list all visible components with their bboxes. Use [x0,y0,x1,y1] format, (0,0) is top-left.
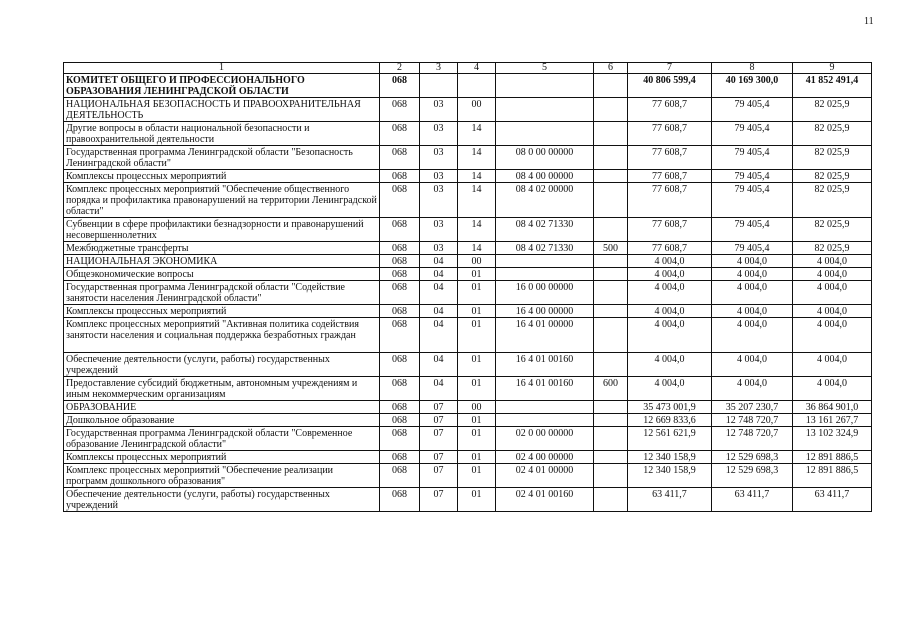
cell-target-article: 08 4 02 71330 [496,242,594,255]
table-row [64,242,872,255]
cell-subsection: 14 [458,146,496,170]
cell-expense-type [594,305,628,318]
cell-expense-type [594,74,628,98]
cell-target-article: 08 4 00 00000 [496,170,594,183]
cell-chapter: 068 [380,268,420,281]
cell-amount-year-1: 4 004,0 [628,318,712,353]
cell-amount-year-2: 4 004,0 [712,268,793,281]
cell-amount-year-2: 79 405,4 [712,183,793,218]
cell-chapter: 068 [380,414,420,427]
cell-amount-year-2: 4 004,0 [712,255,793,268]
cell-amount-year-2: 79 405,4 [712,170,793,183]
cell-target-article: 16 4 01 00160 [496,377,594,401]
cell-amount-year-3: 82 025,9 [793,218,872,242]
cell-amount-year-3: 82 025,9 [793,98,872,122]
cell-target-article: 02 4 01 00000 [496,464,594,488]
cell-amount-year-2: 35 207 230,7 [712,401,793,414]
cell-target-article [496,122,594,146]
cell-section: 07 [420,451,458,464]
cell-target-article [496,268,594,281]
cell-section: 03 [420,122,458,146]
cell-chapter: 068 [380,305,420,318]
row-name: Комплекс процессных мероприятий "Обеспечение реализации программ дошкольного образования" [64,464,380,488]
cell-subsection: 01 [458,318,496,353]
cell-amount-year-3: 4 004,0 [793,281,872,305]
cell-chapter: 068 [380,401,420,414]
cell-amount-year-2: 12 529 698,3 [712,451,793,464]
cell-chapter: 068 [380,146,420,170]
row-name: Межбюджетные трансферты [64,242,380,255]
table-row [64,427,872,451]
cell-amount-year-3: 12 891 886,5 [793,451,872,464]
cell-amount-year-2: 79 405,4 [712,146,793,170]
cell-target-article: 02 4 00 00000 [496,451,594,464]
cell-subsection: 14 [458,242,496,255]
cell-amount-year-2: 12 748 720,7 [712,414,793,427]
cell-chapter: 068 [380,464,420,488]
cell-target-article [496,255,594,268]
table-row [64,401,872,414]
row-name: Обеспечение деятельности (услуги, работы) государственных учреждений [64,353,380,377]
cell-amount-year-2: 79 405,4 [712,98,793,122]
row-name: НАЦИОНАЛЬНАЯ БЕЗОПАСНОСТЬ И ПРАВООХРАНИТЕЛЬНАЯ ДЕЯТЕЛЬНОСТЬ [64,98,380,122]
cell-expense-type [594,218,628,242]
table-row [64,451,872,464]
cell-target-article [496,401,594,414]
cell-expense-type: 500 [594,242,628,255]
cell-amount-year-2: 4 004,0 [712,305,793,318]
cell-amount-year-3: 13 102 324,9 [793,427,872,451]
cell-amount-year-2: 79 405,4 [712,242,793,255]
table-row [64,146,872,170]
table-row [64,464,872,488]
cell-amount-year-3: 4 004,0 [793,305,872,318]
cell-amount-year-1: 4 004,0 [628,377,712,401]
cell-expense-type: 600 [594,377,628,401]
cell-section: 03 [420,242,458,255]
cell-expense-type [594,427,628,451]
cell-amount-year-3: 41 852 491,4 [793,74,872,98]
row-name: Дошкольное образование [64,414,380,427]
cell-subsection: 01 [458,353,496,377]
cell-chapter: 068 [380,183,420,218]
cell-subsection: 01 [458,488,496,512]
table-row [64,74,872,98]
cell-subsection: 01 [458,281,496,305]
table-row [64,183,872,218]
cell-amount-year-3: 12 891 886,5 [793,464,872,488]
cell-amount-year-3: 4 004,0 [793,377,872,401]
row-name: ОБРАЗОВАНИЕ [64,401,380,414]
cell-expense-type [594,414,628,427]
cell-amount-year-1: 12 340 158,9 [628,464,712,488]
cell-expense-type [594,488,628,512]
cell-chapter: 068 [380,427,420,451]
cell-chapter: 068 [380,377,420,401]
cell-amount-year-3: 4 004,0 [793,353,872,377]
cell-chapter: 068 [380,170,420,183]
table-row [64,353,872,377]
cell-target-article [496,414,594,427]
cell-section: 07 [420,488,458,512]
cell-amount-year-3: 4 004,0 [793,255,872,268]
cell-subsection: 01 [458,377,496,401]
cell-amount-year-2: 4 004,0 [712,353,793,377]
header-cell: 3 [420,63,458,74]
cell-amount-year-1: 4 004,0 [628,353,712,377]
cell-amount-year-2: 79 405,4 [712,122,793,146]
cell-amount-year-1: 63 411,7 [628,488,712,512]
table-row [64,377,872,401]
cell-subsection: 14 [458,122,496,146]
row-name: Комплексы процессных мероприятий [64,170,380,183]
cell-amount-year-3: 4 004,0 [793,318,872,353]
cell-amount-year-2: 4 004,0 [712,281,793,305]
cell-section: 03 [420,146,458,170]
cell-amount-year-1: 77 608,7 [628,98,712,122]
cell-subsection: 14 [458,170,496,183]
cell-amount-year-1: 12 340 158,9 [628,451,712,464]
row-name: Общеэкономические вопросы [64,268,380,281]
table-row [64,305,872,318]
cell-section: 04 [420,318,458,353]
header-cell: 7 [628,63,712,74]
row-name: Комплексы процессных мероприятий [64,451,380,464]
cell-amount-year-1: 12 669 833,6 [628,414,712,427]
cell-amount-year-3: 82 025,9 [793,170,872,183]
cell-amount-year-1: 77 608,7 [628,183,712,218]
row-name: КОМИТЕТ ОБЩЕГО И ПРОФЕССИОНАЛЬНОГО ОБРАЗОВАНИЯ ЛЕНИНГРАДСКОЙ ОБЛАСТИ [64,74,380,98]
cell-amount-year-2: 12 748 720,7 [712,427,793,451]
budget-table [63,62,872,512]
cell-amount-year-3: 82 025,9 [793,242,872,255]
cell-section: 04 [420,255,458,268]
row-name: Другие вопросы в области национальной безопасности и правоохранительной деятельности [64,122,380,146]
cell-amount-year-1: 4 004,0 [628,281,712,305]
cell-subsection: 01 [458,414,496,427]
table-header-row [64,63,872,74]
header-cell: 4 [458,63,496,74]
cell-subsection: 01 [458,451,496,464]
cell-expense-type [594,255,628,268]
cell-chapter: 068 [380,74,420,98]
cell-target-article: 08 4 02 71330 [496,218,594,242]
cell-section: 03 [420,183,458,218]
cell-subsection: 00 [458,401,496,414]
cell-subsection: 01 [458,305,496,318]
cell-subsection: 01 [458,427,496,451]
header-cell: 9 [793,63,872,74]
cell-section [420,74,458,98]
cell-expense-type [594,281,628,305]
cell-amount-year-3: 82 025,9 [793,183,872,218]
cell-section: 04 [420,281,458,305]
cell-chapter: 068 [380,318,420,353]
cell-amount-year-2: 4 004,0 [712,377,793,401]
cell-expense-type [594,268,628,281]
table-row [64,488,872,512]
table-row [64,255,872,268]
cell-section: 03 [420,170,458,183]
cell-target-article: 16 4 01 00160 [496,353,594,377]
row-name: НАЦИОНАЛЬНАЯ ЭКОНОМИКА [64,255,380,268]
cell-section: 03 [420,98,458,122]
header-cell: 6 [594,63,628,74]
cell-amount-year-1: 4 004,0 [628,255,712,268]
cell-expense-type [594,318,628,353]
cell-expense-type [594,451,628,464]
cell-chapter: 068 [380,281,420,305]
cell-chapter: 068 [380,98,420,122]
cell-subsection: 00 [458,98,496,122]
cell-expense-type [594,98,628,122]
cell-amount-year-3: 36 864 901,0 [793,401,872,414]
cell-amount-year-1: 77 608,7 [628,242,712,255]
table-row [64,414,872,427]
cell-amount-year-3: 82 025,9 [793,122,872,146]
cell-subsection: 01 [458,464,496,488]
row-name: Обеспечение деятельности (услуги, работы) государственных учреждений [64,488,380,512]
row-name: Государственная программа Ленинградской области "Современное образование Ленинградской области" [64,427,380,451]
cell-expense-type [594,170,628,183]
cell-section: 07 [420,414,458,427]
table-row [64,170,872,183]
row-name: Субвенции в сфере профилактики безнадзорности и правонарушений несовершеннолетних [64,218,380,242]
cell-target-article: 08 0 00 00000 [496,146,594,170]
cell-section: 04 [420,305,458,318]
cell-amount-year-2: 79 405,4 [712,218,793,242]
cell-section: 07 [420,464,458,488]
cell-amount-year-1: 77 608,7 [628,170,712,183]
cell-amount-year-1: 12 561 621,9 [628,427,712,451]
cell-expense-type [594,146,628,170]
header-cell: 1 [64,63,380,74]
cell-amount-year-3: 13 161 267,7 [793,414,872,427]
cell-section: 07 [420,401,458,414]
table-row [64,318,872,353]
header-cell: 8 [712,63,793,74]
cell-target-article: 16 4 00 00000 [496,305,594,318]
cell-amount-year-1: 77 608,7 [628,218,712,242]
cell-section: 03 [420,218,458,242]
cell-chapter: 068 [380,218,420,242]
cell-amount-year-3: 63 411,7 [793,488,872,512]
cell-subsection [458,74,496,98]
cell-section: 04 [420,353,458,377]
row-name: Комплекс процессных мероприятий "Обеспечение общественного порядка и профилактика правонарушений на территории Ленинградской области" [64,183,380,218]
table-row [64,122,872,146]
row-name: Комплексы процессных мероприятий [64,305,380,318]
cell-target-article: 02 0 00 00000 [496,427,594,451]
cell-target-article [496,98,594,122]
cell-target-article: 08 4 02 00000 [496,183,594,218]
cell-subsection: 14 [458,183,496,218]
page-number: 11 [864,16,874,27]
cell-section: 07 [420,427,458,451]
row-name: Государственная программа Ленинградской области "Содействие занятости населения Ленинградской области" [64,281,380,305]
table-row [64,268,872,281]
cell-amount-year-3: 4 004,0 [793,268,872,281]
cell-amount-year-2: 4 004,0 [712,318,793,353]
cell-subsection: 14 [458,218,496,242]
cell-section: 04 [420,377,458,401]
cell-amount-year-1: 4 004,0 [628,268,712,281]
cell-expense-type [594,122,628,146]
cell-amount-year-1: 40 806 599,4 [628,74,712,98]
cell-chapter: 068 [380,122,420,146]
cell-amount-year-1: 77 608,7 [628,146,712,170]
cell-chapter: 068 [380,451,420,464]
cell-chapter: 068 [380,488,420,512]
table-row [64,98,872,122]
cell-amount-year-1: 35 473 001,9 [628,401,712,414]
cell-expense-type [594,464,628,488]
cell-amount-year-2: 12 529 698,3 [712,464,793,488]
cell-amount-year-3: 82 025,9 [793,146,872,170]
cell-expense-type [594,353,628,377]
cell-section: 04 [420,268,458,281]
cell-amount-year-1: 77 608,7 [628,122,712,146]
cell-expense-type [594,183,628,218]
cell-expense-type [594,401,628,414]
cell-subsection: 00 [458,255,496,268]
cell-amount-year-2: 63 411,7 [712,488,793,512]
cell-amount-year-1: 4 004,0 [628,305,712,318]
row-name: Государственная программа Ленинградской области "Безопасность Ленинградской области" [64,146,380,170]
table-row [64,218,872,242]
header-cell: 2 [380,63,420,74]
cell-chapter: 068 [380,255,420,268]
cell-subsection: 01 [458,268,496,281]
cell-target-article: 02 4 01 00160 [496,488,594,512]
cell-chapter: 068 [380,353,420,377]
cell-target-article: 16 0 00 00000 [496,281,594,305]
table-row [64,281,872,305]
row-name: Предоставление субсидий бюджетным, автономным учреждениям и иным некоммерческим организациям [64,377,380,401]
cell-target-article [496,74,594,98]
cell-target-article: 16 4 01 00000 [496,318,594,353]
cell-chapter: 068 [380,242,420,255]
header-cell: 5 [496,63,594,74]
row-name: Комплекс процессных мероприятий "Активная политика содействия занятости населения и социальная поддержка безработных граждан [64,318,380,353]
cell-amount-year-2: 40 169 300,0 [712,74,793,98]
